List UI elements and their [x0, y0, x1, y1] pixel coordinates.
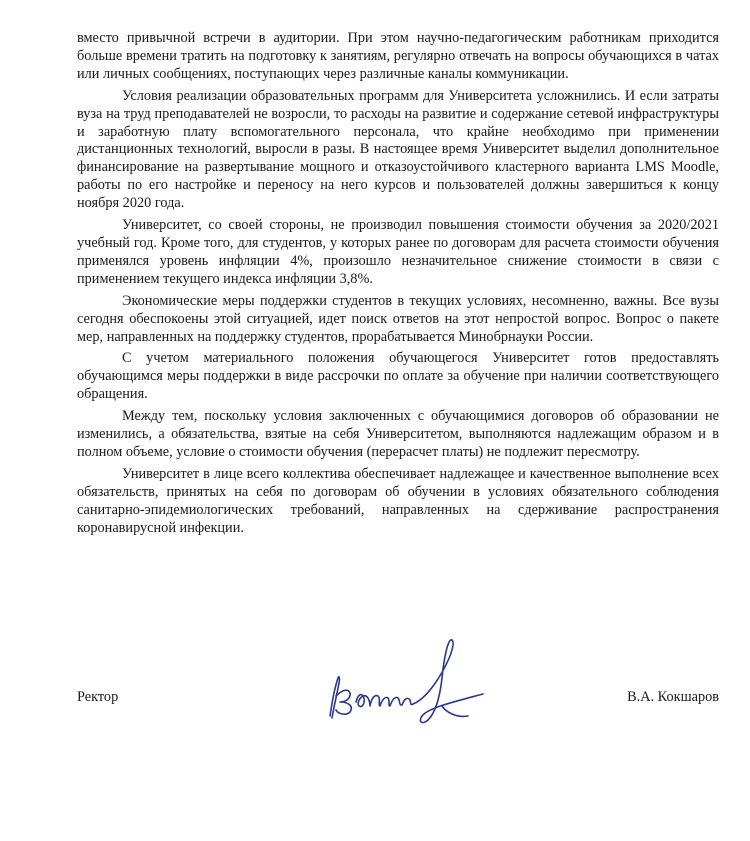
signature-block — [77, 685, 719, 715]
paragraph-5: С учетом материального положения обучающегося Университет готов предоставлять обучающимся меры поддержки в виде рассрочки по оплате за обучение при наличии соответствующего обращения. — [77, 350, 719, 403]
paragraph-3: Университет, со своей стороны, не производил повышения стоимости обучения за 2020/2021 учебный год. Кроме того, для студентов, у которых ранее по договорам для расчета стоимости обучения применялся уровень инфляции 4%, произошло незначительное снижение стоимости в связи с применением текущего индекса инфляции 3,8%. — [77, 217, 719, 287]
paragraph-2: Условия реализации образовательных программ для Университета усложнились. И если затраты вуза на труд преподавателей не возросли, то расходы на развитие и содержание сетевой инфраструктуры и заработную плату вспомогательного персонала, что крайне необходимо при применении дистанционных технологий, выросли в разы. В настоящее время Университет выделил дополнительное финансирование на развертывание мощного и отказоустойчивого кластерного варианта LMS Moodle, работы по его настройке и переносу на него курсов и пользователей должны завершиться к концу ноября 2020 года. — [77, 87, 719, 212]
letter-body — [77, 30, 719, 541]
paragraph-4: Экономические меры поддержки студентов в текущих условиях, несомненно, важны. Все вузы сегодня обеспокоены этой ситуацией, идет поиск ответов на этот непростой вопрос. Вопрос о пакете мер, направленных на поддержку студентов, прорабатывается Минобрнауки России. — [77, 292, 719, 345]
handwritten-signature — [318, 628, 508, 733]
signatory-title: Ректор — [77, 689, 119, 705]
paragraph-6: Между тем, поскольку условия заключенных с обучающимися договоров об образовании не изменились, а обязательства, взятые на себя Университетом, выполняются надлежащим образом и в полном объеме, условие о стоимости обучения (перерасчет платы) не подлежит пересмотру. — [77, 408, 719, 460]
signatory-name: В.А. Кокшаров — [627, 689, 719, 705]
paragraph-1: вместо привычной встречи в аудитории. При этом научно-педагогическим работникам приходится больше времени тратить на подготовку к занятиям, регулярно отвечать на вопросы обучающихся в чатах или личных сообщениях, поступающих через различные каналы коммуникации. — [77, 30, 719, 82]
paragraph-7: Университет в лице всего коллектива обеспечивает надлежащее и качественное выполнение всех обязательств, принятых на себя по договорам об обучении в условиях обязательного соблюдения санитарно-эпидемиологических требований, направленных на сдерживание распространения коронавирусной инфекции. — [77, 465, 719, 536]
